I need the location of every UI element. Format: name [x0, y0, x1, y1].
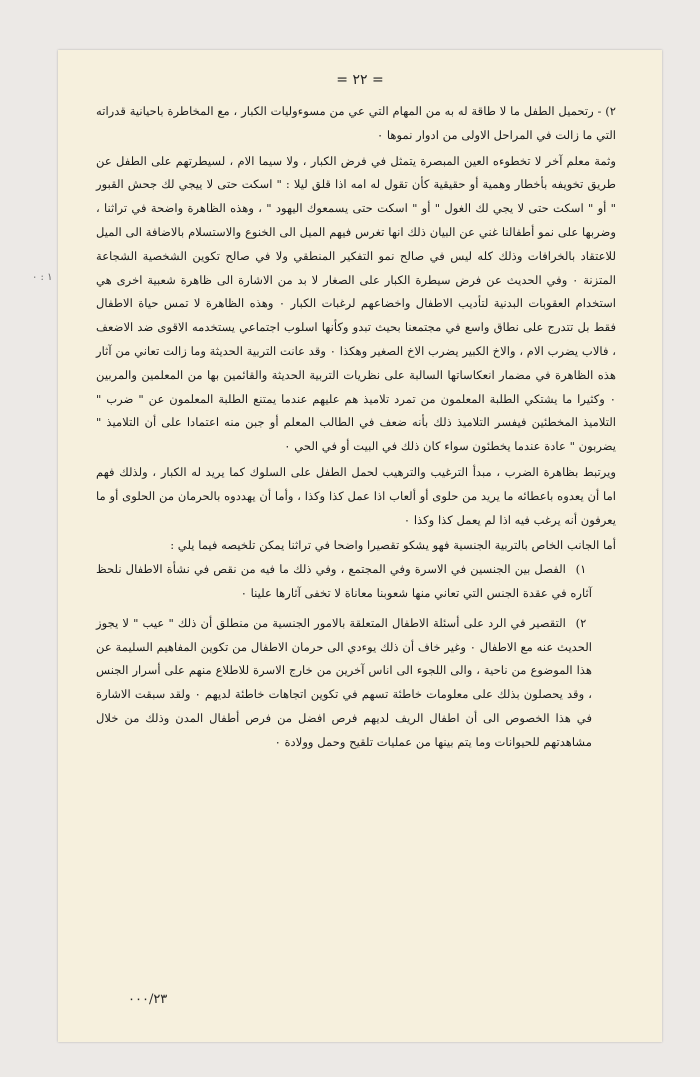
paragraph-4: أما الجانب الخاص بالتربية الجنسية فهو يشكو تقصيرا واضحا في تراثنا يمكن تلخيصه فيما يلي :: [170, 538, 616, 553]
margin-mark: ١ : ٠: [32, 272, 53, 283]
body-text: [96, 100, 616, 755]
list-item: [96, 558, 616, 606]
list-item-text: الفصل بين الجنسين في الاسرة وفي المجتمع ، وفي ذلك ما فيه من نقص في نشأة الاطفال نلحظ آثاره في عقدة الجنس التي تعاني منها شعوبنا معاناة لا تخفى آثارها علينا ٠: [96, 562, 592, 600]
paragraph-3: ويرتبط بظاهرة الضرب ، مبدأ الترغيب والترهيب لحمل الطفل على السلوك كما يريد له الكبار ، ولذلك فهم اما أن يعدوه باعطائه ما يريد من حلوى أو ألعاب اذا عمل كذا وكذا ، وأما أن يهددوه بالحرمان من الحلوى أو ما يعرفون أنه يرغب فيه اذا لم يعمل كذا وكذا ٠: [96, 464, 616, 527]
list-item-text: التقصير في الرد على أسئلة الاطفال المتعلقة بالامور الجنسية من منطلق أن ذلك " عيب " لا يجوز الحديث عنه مع الاطفال ٠ وغير خاف أن ذلك يوءدي الى حرمان الاطفال من تكوين المفاهيم السليمة عن هذا الموضوع من ناحية ، والى اللجوء الى اناس آخرين من خارج الاسرة للاطلاع منهم على أسرار الجنس ، وقد يحصلون بذلك على معلومات خاطئة تسهم في تكوين اتجاهات خاطئة لديهم ٠ ولقد سبقت الاشارة في هذا الخصوص الى أن اطفال الريف لديهم فرص افضل من فرص أطفال المدن وذلك من خلال مشاهدتهم للحيوانات وما يتم بينها من عمليات تلقيح وحمل وولادة ٠: [96, 615, 593, 749]
page-number: = ٢٢ =: [336, 72, 384, 88]
document-page: [32, 50, 662, 1042]
paragraph-2: وثمة معلم آخر لا تخطوءه العين المبصرة يتمثل في فرض الكبار ، ولا سيما الام ، لسيطرتهم على الطفل عن طريق تخويفه بأخطار وهمية أو حقيقية كأن تقول له امه اذا قلق ليلا : " اسكت حتى لا ييجي لك جحش القبور " أو " اسكت حتى لا يجي لك الغول " أو " اسكت حتى يسمعوك اليهود " ، وهذه الظاهرة واضحة في تراثنا ، وضربها على نمو أطفالنا غني عن البيان ذلك انها تغرس فيهم الميل الى الخنوع والاستسلام بالاضافة الى الميل للاعتقاد بالخرافات وذلك كله ليس في صالح نمو التفكير المنطقي ولا في صالح تكوين الشخصية الشجاعة المتزنة ٠ وفي الحديث عن فرض سيطرة الكبار على الصغار لا بد من الاشارة الى ظاهرة شعبية اخرى هي استخدام العقوبات البدنية لتأديب الاطفال واخضاعهم لرغبات الكبار ٠ وهذه الظاهرة لا تمس حياة الاطفال فقط بل تتدرج على نطاق واسع في مجتمعنا بحيث تبدو وكأنها اسلوب اجتماعي يستخدمه الاقوى ضد الاضعف ، فالاب يضرب الام ، والاخ الكبير يضرب الاخ الصغير وهكذا ٠ وقد عانت التربية الحديثة وما زالت تعاني من آثار هذه الظاهرة في مضمار انعكاساتها السالبة على نظريات التربية الحديثة والقائمين بها من المعلمين والمربين ٠ وكثيرا ما يشتكي الطلبة المعلمون من تمرد تلاميذ هم عليهم عندما يمتنع الطلبة المعلمون عن " ضرب " التلاميذ المخطئين فيفسر التلاميذ ذلك بأنه ضعف في الطالب المعلم أو جبن منه اعتمادا على أن التلاميذ " يضربون " عادة عندما يخطئون سواء كان ذلك في البيت أو في الحي ٠: [96, 153, 617, 454]
list-item-number: ٢): [575, 615, 587, 630]
list-item-number: ١): [575, 562, 587, 577]
list-item: [96, 612, 616, 755]
paragraph-1: ٢) - رتحميل الطفل ما لا طاقة له به من المهام التي عي من مسوءوليات الكبار ، مع المخاطرة باحيانية قدراته التي ما زالت في المراحل الاولى من ادوار نموها ٠: [96, 104, 616, 142]
continuation-reference: ٠٠٠/٢٣: [128, 992, 168, 1007]
